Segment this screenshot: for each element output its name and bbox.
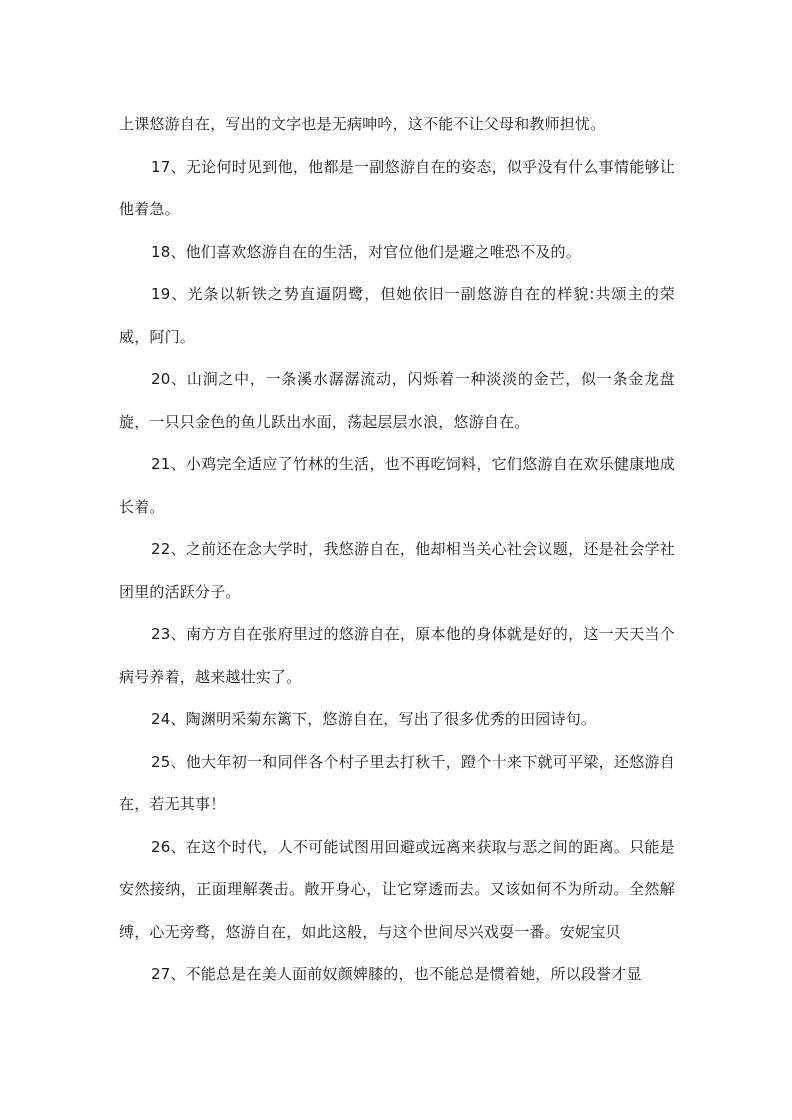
paragraph-24: 24、陶渊明采菊东篱下，悠游自在，写出了很多优秀的田园诗句。 (151, 710, 597, 728)
paragraph-23: 23、南方方自在张府里过的悠游自在，原本他的身体就是好的，这一天天当个病号养着，越来越壮实了。 (119, 625, 675, 686)
paragraph-22: 22、之前还在念大学时，我悠游自在，他却相当关心社会议题，还是社会学社团里的活跃分子。 (119, 540, 675, 601)
paragraph-17: 17、无论何时见到他，他都是一副悠游自在的姿态，似乎没有什么事情能够让他着急。 (119, 157, 675, 218)
paragraph-25: 25、他大年初一和同伴各个村子里去打秋千，蹬个十来下就可平梁，还悠游自在，若无其事！ (119, 752, 675, 813)
document-body (119, 103, 675, 996)
paragraph-27: 27、不能总是在美人面前奴颜婢膝的，也不能总是惯着她，所以段誉才显 (151, 965, 642, 983)
paragraph-18: 18、他们喜欢悠游自在的生活，对官位他们是避之唯恐不及的。 (151, 242, 581, 261)
paragraph-19: 19、光条以斩铁之势直逼阴鹭，但她依旧一副悠游自在的样貌:共颂主的荣威，阿门。 (119, 285, 675, 346)
paragraph-26: 26、在这个时代，人不可能试图用回避或远离来获取与恶之间的距离。只能是安然接纳，正面理解袭击。敞开身心，让它穿透而去。又该如何不为所动。全然解缚，心无旁骛，悠游自在，如此这般，与这个世间尽兴戏耍一番。安妮宝贝 (119, 837, 675, 941)
paragraph-21: 21、小鸡完全适应了竹林的生活，也不再吃饲料，它们悠游自在欢乐健康地成长着。 (119, 455, 675, 516)
paragraph-20: 20、山涧之中，一条溪水潺潺流动，闪烁着一种淡淡的金芒，似一条金龙盘旋，一只只金色的鱼儿跃出水面，荡起层层水浪，悠游自在。 (119, 370, 675, 431)
paragraph-continuation: 上课悠游自在，写出的文字也是无病呻吟，这不能不让父母和教师担忧。 (119, 115, 606, 133)
